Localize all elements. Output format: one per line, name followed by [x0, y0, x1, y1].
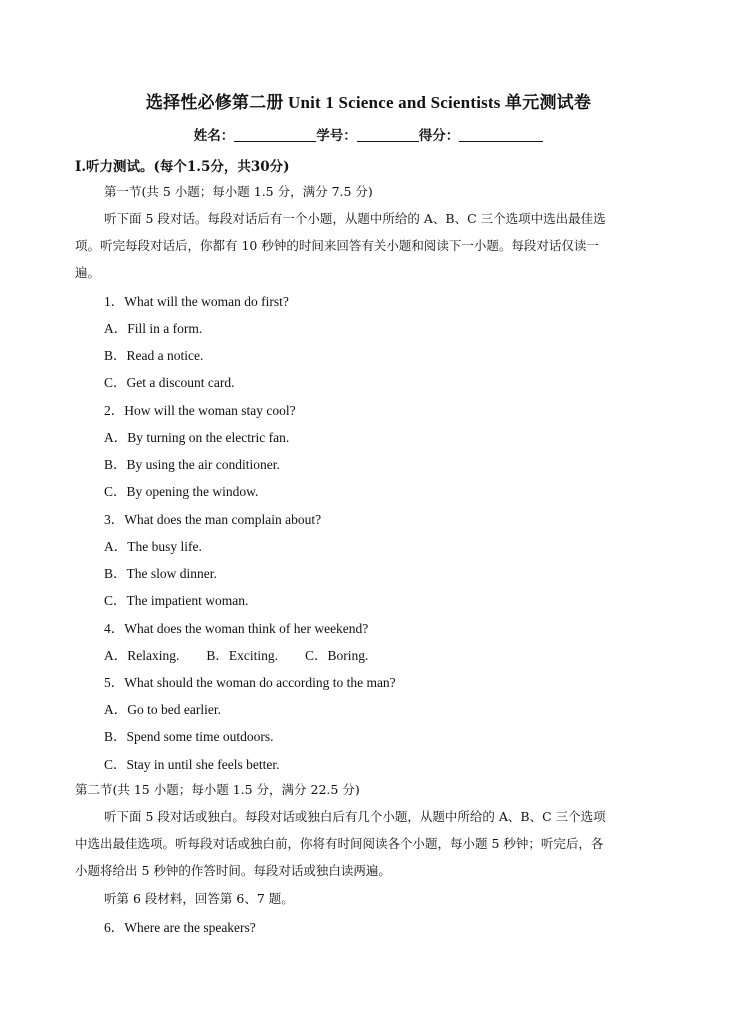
part1-instruction-line: 项。听完每段对话后，你都有 10 秒钟的时间来回答有关小题和阅读下一小题。每段对话仅读一 — [75, 238, 599, 253]
page-title: 选择性必修第二册 Unit 1 Science and Scientists 单元测试卷 — [145, 93, 592, 112]
student-info-line — [0, 124, 737, 144]
question-4-stem: 4．What does the woman think of her weekend? — [104, 621, 369, 636]
question-5-option-b: B．Spend some time outdoors. — [104, 729, 274, 744]
question-1-option-b: B．Read a notice. — [104, 348, 204, 363]
part1-heading: 第一节(共 5 小题；每小题 1.5 分，满分 7.5 分) — [104, 184, 373, 199]
id-blank — [357, 127, 419, 142]
question-2-option-c: C．By opening the window. — [104, 484, 259, 499]
part2-instruction-line: 中选出最佳选项。听每段对话或独白前，你将有时间阅读各个小题，每小题 5 秒钟；听完后，各 — [75, 836, 604, 851]
score-label: 得分： — [418, 128, 460, 144]
question-5-option-c: C．Stay in until she feels better. — [104, 757, 280, 772]
question-2-stem: 2．How will the woman stay cool? — [104, 403, 296, 418]
question-1-option-a: A．Fill in a form. — [104, 321, 203, 336]
question-5-stem: 5．What should the woman do according to the man? — [104, 675, 396, 690]
part2-instruction-line: 听下面 5 段对话或独白。每段对话或独白后有几个小题，从题中所给的 A、B、C 三个选项 — [104, 809, 606, 824]
name-label: 姓名： — [193, 128, 235, 144]
question-3-option-a: A．The busy life. — [104, 539, 202, 554]
question-2-option-a: A．By turning on the electric fan. — [104, 430, 290, 445]
part2-heading: 第二节(共 15 小题；每小题 1.5 分，满分 22.5 分) — [75, 782, 360, 797]
score-blank — [459, 127, 543, 142]
part1-instruction-line: 听下面 5 段对话。每段对话后有一个小题，从题中所给的 A、B、C 三个选项中选出最佳选 — [104, 211, 606, 226]
question-4-options: A．Relaxing. B．Exciting. C．Boring. — [104, 648, 369, 663]
question-3-option-b: B．The slow dinner. — [104, 566, 217, 581]
question-5-option-a: A．Go to bed earlier. — [104, 702, 221, 717]
question-3-option-c: C．The impatient woman. — [104, 593, 249, 608]
id-label: 学号： — [316, 128, 357, 144]
part2-instruction-line: 小题将给出 5 秒钟的作答时间。每段对话或独白读两遍。 — [75, 863, 391, 878]
question-1-stem: 1．What will the woman do first? — [104, 294, 289, 309]
question-1-option-c: C．Get a discount card. — [104, 375, 235, 390]
part1-instruction-line: 遍。 — [75, 265, 101, 280]
material-note: 听第 6 段材料，回答第 6、7 题。 — [104, 891, 294, 906]
section-heading: I.听力测试。(每个1.5分，共30分) — [75, 159, 290, 175]
question-2-option-b: B．By using the air conditioner. — [104, 457, 280, 472]
question-6-stem: 6．Where are the speakers? — [104, 920, 256, 935]
name-blank — [234, 127, 316, 142]
question-3-stem: 3．What does the man complain about? — [104, 512, 322, 527]
